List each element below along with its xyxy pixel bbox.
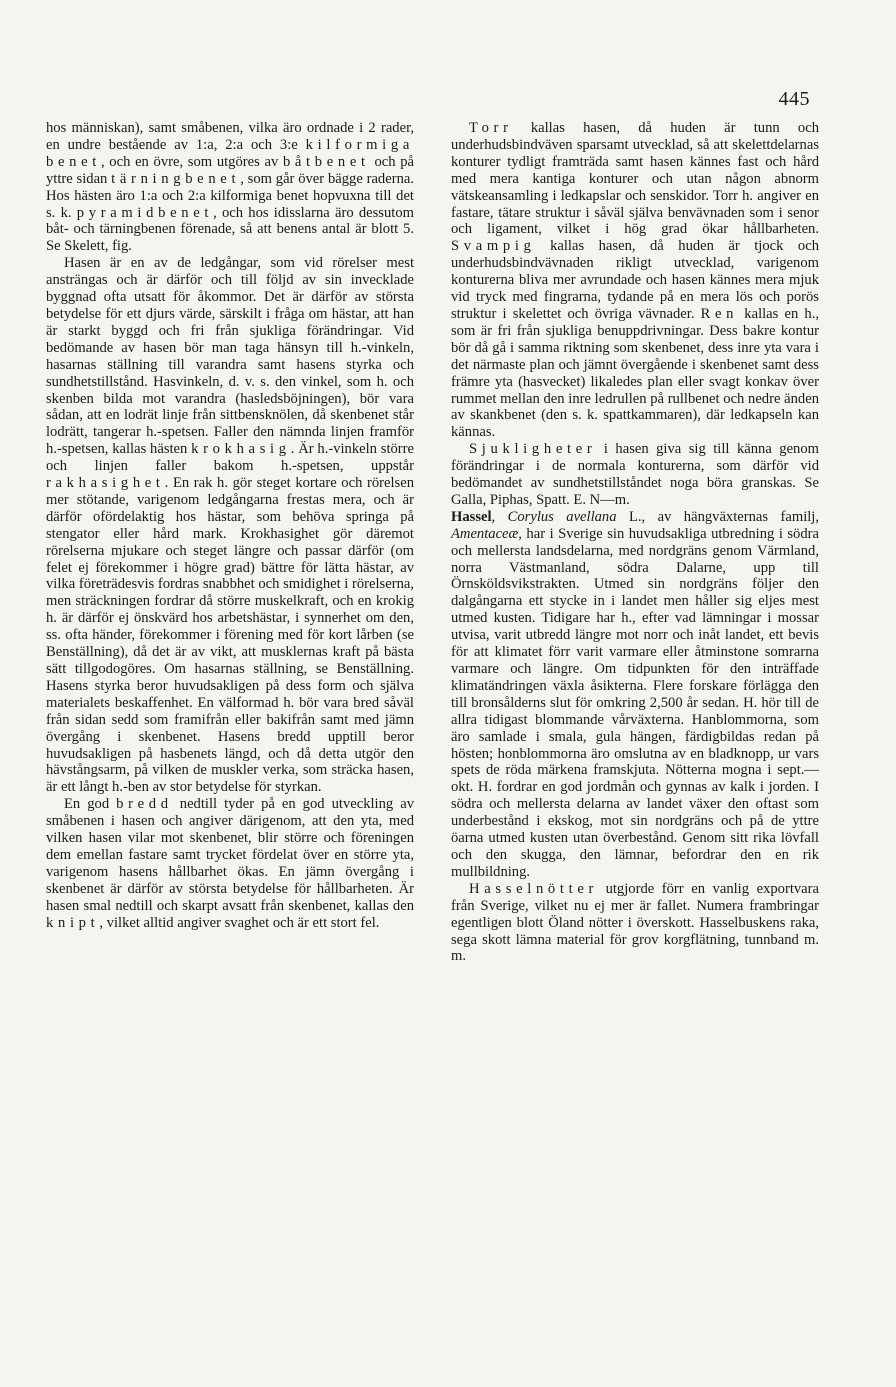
dictionary-entry — [451, 509, 819, 881]
left-column — [46, 120, 414, 932]
italic-term: Amentaceæ — [451, 525, 519, 542]
spaced-term: knipt — [46, 914, 100, 931]
text-run: , vilket alltid angiver svaghet och är ett stort fel. — [99, 914, 380, 931]
spaced-term: båtbenet — [282, 153, 370, 170]
spaced-term: Hasselnötter — [469, 880, 599, 897]
entry-headword: Hassel — [451, 508, 492, 525]
spaced-term: Ren — [700, 305, 739, 322]
text-run: , som går över bägge raderna. Hos hästen äro 1:a och 2:a kilformiga benet hopvuxna till det s. k. — [46, 170, 414, 221]
text-run: och på yttre sidan — [46, 153, 414, 187]
spaced-term: kilformiga benet — [46, 136, 414, 170]
page-number: 445 — [778, 88, 810, 110]
text-run: utgjorde förr en vanlig exportvara från Sverige, vilket nu ej mer är fallet. Numera frambringar egentligen blott Öland nötter i överskott. Hasselbuskens raka, sega skott lämna material för grov korgflätning, tunnband m. m. — [451, 880, 819, 965]
paragraph — [46, 796, 414, 931]
text-run: , och en övre, som utgöres av — [100, 153, 283, 170]
text-run: kallas en h., som är fri från sjukliga benuppdrivningar. Dess bakre kontur bör då gå i samma riktning som skenbenet, dess inre yta vara i det närmaste plan och jämnt övergående i skenbenet samt dess främre yta (hasvecket) likaledes plan eller svagt konkav över rummet mellan den inre ledrullen på rullbenet och nedre änden av skankbenet (den s. k. spattkammaren), där ledkapseln kan kännas. — [451, 305, 819, 441]
paragraph — [451, 881, 819, 966]
text-run: En god — [64, 796, 117, 813]
paragraph — [46, 120, 414, 255]
text-run: nedtill tyder på en god utveckling av småbenen i hasen och angiver därigenom, att den yta, med vilken hasen vilar mot skenbenet, blir större och föreningen dem emellan fastare samt trycket fördelat över en större yta, varigenom hasens hållbarhet ökas. En jämn övergång i skenbenet är därför av största betydelse för hållbarheten. Är hasen smal nedtill och skarpt avsatt från skenbenet, kallas den — [46, 796, 414, 914]
spaced-term: tärningbenet — [111, 170, 241, 187]
text-run: kallas hasen, då huden är tjock och underhudsbindvävnaden rikligt utvecklad, varigenom konturerna bliva mer avrundade och hasen kännes mera mjuk vid tryck med fingrarna, tydande på en mera lös och porös struktur i skelettet och övriga vävnader. — [451, 238, 819, 322]
text-run: L., av hängväxternas familj, — [616, 508, 820, 525]
text-run: i hasen giva sig till känna genom förändringar i de normala konturerna, som därför vid bedömandet av sundhetstillståndet noga böra granskas. Se Galla, Piphas, Spatt. E. N—m. — [451, 441, 819, 508]
spaced-term: pyramidbenet — [76, 204, 214, 221]
spaced-term: rakhasighet — [46, 475, 165, 492]
text-run: Hasen är en av de ledgångar, som vid rörelser mest ansträngas och är därför och till följd av sin invecklade byggnad ofta utsatt för åkommor. Det är därför av största betydelse för ett djurs värde, särskilt i fråga om hästar, att han är starkt byggd och fri från sjukliga förändringar. Vid bedömande av hasen bör man taga hänsyn till h.-vinkeln, hasarnas ställning till varandra samt hasens styrka och sundhetstillstånd. Hasvinkeln, d. v. s. den vinkel, som h. och skenben bilda mot varandra (hasledsböjningen), bör vara sådan, att en lodrät linje från sittbensknölen, då skenbenet står lodrätt, tangerar h.-spetsen. Faller den nämnda linjen framför h.-spetsen, kallas hästen — [46, 255, 414, 458]
italic-term: Corylus avellana — [507, 508, 617, 525]
text-run: . En rak h. gör steget kortare och rörelsen mer stötande, varigenom ledgångarna frestas mera, och är därför ofördelaktig hos hästar, som behöva springa på stengator eller hård mark. Krokhasighet gör däremot rörelserna mjukare och steget längre och passar därför (om felet ej förekommer i högre grad) bättre för lätta hästar, av vilka företrädesvis fordras snabbhet och smidighet i rörelserna, men sträckningen fordrar då större muskelkraft, och en krokig h. är därför ej önskvärd hos arbetshästar, i synnerhet om den, ss. ofta händer, förekommer i förening med för kort lårben (se Benställning), då det är av vikt, att musklernas kraft på bästa sätt tillgodogöres. Om hasarnas ställning, se Benställning. Hasens styrka beror huvudsakligen på dess form och själva materialets beskaffenhet. En välformad h. bör vara bred såväl från sidan sedd som framifrån eller bakifrån samt med jämn övergång i skenbenet. Hasens bredd upptill beror huvudsakligen på hasbenets längd, och då detta utgör den hävstångsarm, på vilken de muskler verka, som sträcka hasen, är ett långt h.-ben av stor betydelse för styrkan. — [46, 475, 414, 796]
text-run: , — [491, 508, 508, 525]
spaced-term: Sjukligheter — [469, 441, 597, 458]
paragraph — [451, 441, 819, 509]
paragraph — [451, 120, 819, 441]
spaced-term: krokhasig — [191, 441, 291, 458]
text-run: kallas hasen, då huden är tunn och underhudsbindväven sparsamt utvecklad, så att skelettdelarnas konturer tydligt framträda samt hasen kännes fast och hård med mera kantiga konturer och utan någon abnorm vätskeansamling i ledkapslar och senskidor. Torr h. angiver en fastare, tätare struktur i såväl själva benvävnaden som i senor och ligament, vilket i hög grad ökar hållbarheten. — [451, 120, 819, 238]
text-run: hos människan), samt småbenen, vilka äro ordnade i 2 rader, en undre bestående av 1:a, 2:a och 3:e — [46, 120, 414, 153]
paragraph — [46, 255, 414, 796]
right-column — [451, 120, 819, 965]
spaced-term: Svampig — [451, 238, 536, 255]
text-run: , och hos idisslarna äro dessutom båt- och tärningbenen förenade, så att benens antal är blott 5. Se Skelett, fig. — [46, 204, 414, 255]
spaced-term: Torr — [469, 120, 513, 136]
spaced-term: bredd — [116, 796, 173, 813]
text-run: , har i Sverige sin huvudsakliga utbredning i södra och mellersta landsdelarna, med nordgräns genom Värmland, norra Västmanland, södra Dalarne, upp till Örnsköldsvikstrakten. Utmed sin nordgräns följer den dalgångarna ett stycke in i landet men håller sig eljes mest utmed kusten. Tidigare har h., efter vad lämningar i mossar utvisa, varit utbredd längre mot norr och inåt landet, ett bevis för att klimatet förr varit varmare eller åtminstone somrarna varmare och längre. Om tidpunkten för den inträffade klimatändringen växla åsikterna. Flere forskare förlägga den till bronsålderns slut för omkring 2,500 år sedan. H. hör till de allra tidigast blommande vårväxterna. Hanblommorna, som äro samlade i smala, gula hängen, färdigbildas redan på hösten; honblommorna äro omslutna av en bladknopp, ur vars spets de röda märkena framskjuta. Nötterna mogna i sept.—okt. H. fordrar en god jordmån och gynnas av kalk i jorden. I södra och mellersta delarna av landet växer den oftast som underbestånd i ekskog, mot sin nordgräns och på de yttre öarna utmed kusten utan överbestånd. Genom sitt rika lövfall och den skugga, den lämnar, befordrar den en rik mullbildning. — [451, 525, 819, 880]
text-run: . Är h.-vinkeln större och linjen faller bakom h.-spetsen, uppstår — [46, 441, 414, 475]
